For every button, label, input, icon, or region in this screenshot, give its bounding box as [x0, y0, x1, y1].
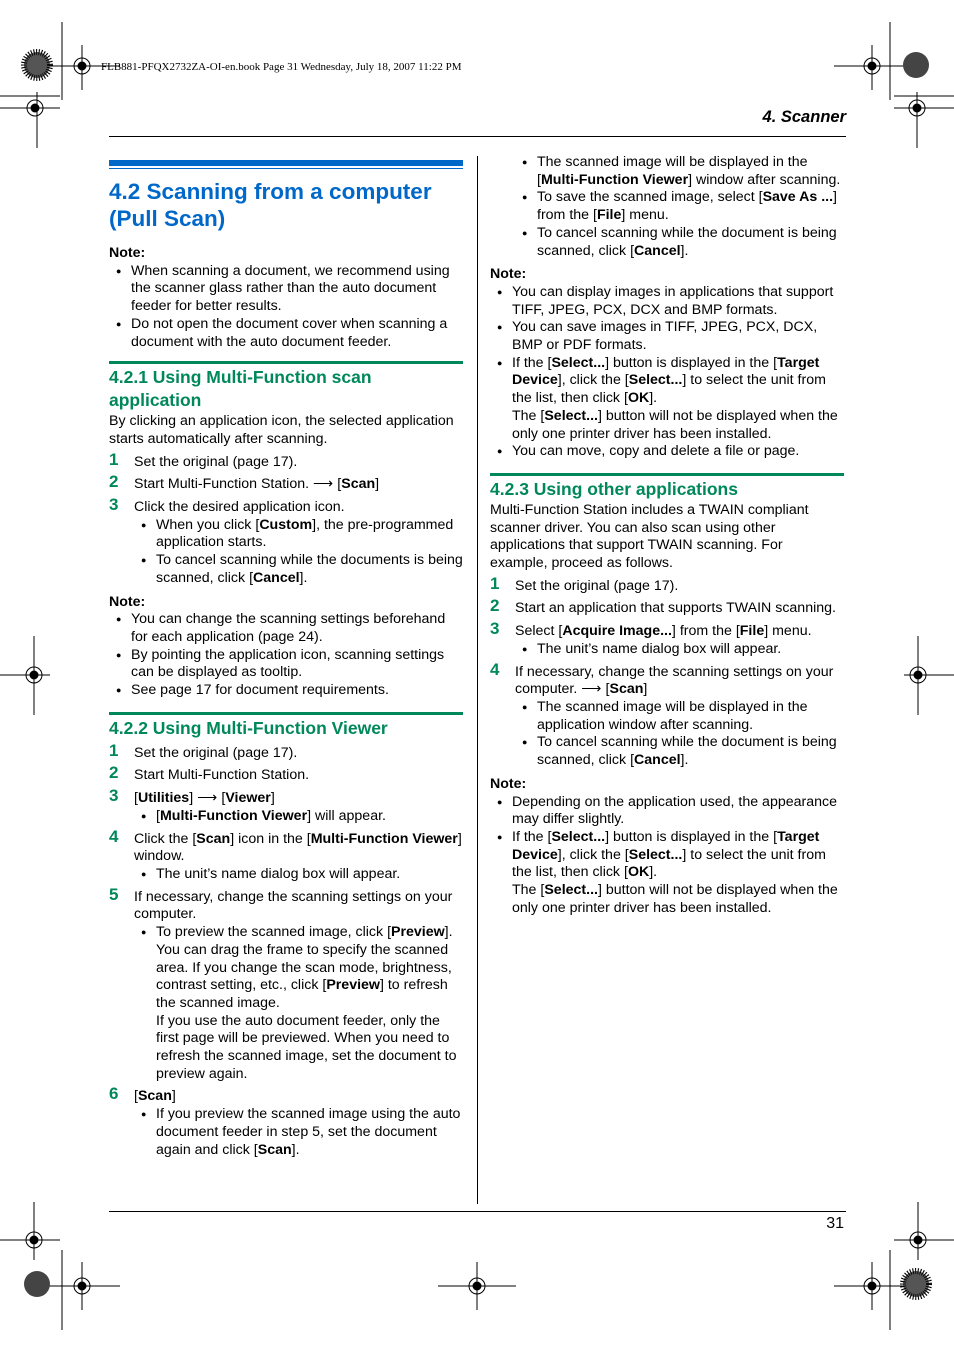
- step-bullet: ● When you click [Custom], the pre-programmed application starts.: [109, 517, 463, 552]
- subsection-title-4-2-1: 4.2.1 Using Multi-Function scan application: [109, 367, 372, 411]
- step-2: 2 Start an application that supports TWAIN scanning.: [490, 596, 836, 617]
- step-bullet: ● To cancel scanning while the documents is being scanned, click [Cancel].: [109, 552, 463, 587]
- step-bullet: ● The unit’s name dialog box will appear.: [109, 866, 463, 884]
- note-label: Note:: [109, 593, 146, 610]
- step-bullet: ● The scanned image will be displayed in the application window after scanning.: [490, 699, 844, 734]
- step-bullet: ● The unit’s name dialog box will appear.: [490, 641, 844, 659]
- step-1: 1 Set the original (page 17).: [490, 573, 679, 594]
- step-3: 3 [Utilities] ⟶ [Viewer]: [109, 786, 275, 807]
- header-rule: [109, 136, 846, 137]
- step-4: 4 If necessary, change the scanning settings on your computer. ⟶ [Scan]: [490, 659, 834, 698]
- subsection-title-4-2-3: 4.2.3 Using other applications: [490, 478, 738, 499]
- step-bullet: ● To cancel scanning while the document is being scanned, click [Cancel].: [490, 734, 844, 769]
- note-item: ● Depending on the application used, the appearance may differ slightly.: [490, 794, 844, 829]
- section-title: 4.2 Scanning from a computer (Pull Scan): [109, 179, 432, 231]
- book-file-info: FLB881-PFQX2732ZA-OI-en.book Page 31 Wednesday, July 18, 2007 11:22 PM: [101, 61, 462, 73]
- footer-rule: [109, 1211, 846, 1212]
- subsection-intro: By clicking an application icon, the selected application starts automatically after scanning.: [109, 413, 454, 447]
- note-label: Note:: [490, 266, 527, 283]
- note-item: ● Do not open the document cover when scanning a document with the auto document feeder.: [109, 316, 463, 351]
- step-bullet: ● To preview the scanned image, click [Preview]. You can drag the frame to specify the scanned area. If you change the scan mode, brightness, contrast setting, etc., click [Preview] to refresh the scanned image.: [109, 924, 463, 1013]
- step-1: 1 Set the original (page 17).: [109, 740, 298, 761]
- step-6: 6 [Scan]: [109, 1084, 176, 1105]
- step-2: 2 Start Multi-Function Station. ⟶ [Scan]: [109, 472, 380, 493]
- step-3: 3 Select [Acquire Image...] from the [File] menu.: [490, 619, 812, 640]
- note-item: ● When scanning a document, we recommend using the scanner glass rather than the auto document feeder for better results.: [109, 263, 463, 316]
- subsection-intro: Multi-Function Station includes a TWAIN compliant scanner driver. You can also scan using other applications that support TWAIN scanning. For example, proceed as follows.: [490, 501, 809, 572]
- note-item: ● If the [Select...] button is displayed in the [Target Device], click the [Select...] to select the unit from the list, then click [OK].: [490, 829, 844, 882]
- subsection-bar: [109, 361, 463, 364]
- step-3: 3 Click the desired application icon.: [109, 495, 345, 516]
- subsection-bar: [490, 473, 844, 476]
- note-item: ● You can display images in applications that support TIFF, JPEG, PCX, DCX and BMP formats.: [490, 284, 844, 319]
- note-label: Note:: [109, 245, 146, 261]
- step-paragraph: If you use the auto document feeder, only the first page will be previewed. When you need to refresh the scanned image, set the document to preview again.: [156, 1012, 457, 1082]
- step-bullet: ● To save the scanned image, select [Save As ...] from the [File] menu.: [490, 189, 844, 224]
- step-bullet: ● If you preview the scanned image using the auto document feeder in step 5, set the document again and click [Scan].: [109, 1106, 463, 1159]
- step-2: 2 Start Multi-Function Station.: [109, 763, 310, 784]
- note-item: ● If the [Select...] button is displayed in the [Target Device], click the [Select...] to select the unit from the list, then click [OK].: [490, 355, 844, 408]
- note-item: ● You can save images in TIFF, JPEG, PCX, DCX, BMP or PDF formats.: [490, 319, 844, 354]
- column-divider: [477, 156, 478, 1204]
- step-5: 5 If necessary, change the scanning settings on your computer.: [109, 884, 453, 923]
- section-bar-thin: [109, 168, 463, 169]
- note-paragraph: The [Select...] button will not be displayed when the only one printer driver has been installed.: [512, 407, 838, 442]
- chapter-header: 4. Scanner: [762, 108, 846, 126]
- note-item: ● See page 17 for document requirements.: [109, 682, 463, 700]
- note-item: ● You can change the scanning settings beforehand for each application (page 24).: [109, 611, 463, 646]
- step-bullet: ● [Multi-Function Viewer] will appear.: [109, 808, 463, 826]
- page-number: 31: [826, 1215, 844, 1232]
- step-1: 1 Set the original (page 17).: [109, 449, 298, 470]
- step-bullet: ● The scanned image will be displayed in the [Multi-Function Viewer] window after scanning.: [490, 154, 844, 189]
- section-bar: [109, 160, 463, 166]
- step-bullet: ● To cancel scanning while the document is being scanned, click [Cancel].: [490, 225, 844, 260]
- note-paragraph: The [Select...] button will not be displayed when the only one printer driver has been installed.: [512, 882, 838, 916]
- left-column: [109, 160, 463, 1159]
- note-item: ● By pointing the application icon, scanning settings can be displayed as tooltip.: [109, 647, 463, 682]
- subsection-bar: [109, 712, 463, 715]
- right-column: [490, 154, 844, 917]
- note-label: Note:: [490, 775, 527, 792]
- subsection-title-4-2-2: 4.2.2 Using Multi-Function Viewer: [109, 717, 388, 738]
- note-item: ● You can move, copy and delete a file or page.: [490, 443, 844, 461]
- step-4: 4 Click the [Scan] icon in the [Multi-Function Viewer] window.: [109, 826, 462, 865]
